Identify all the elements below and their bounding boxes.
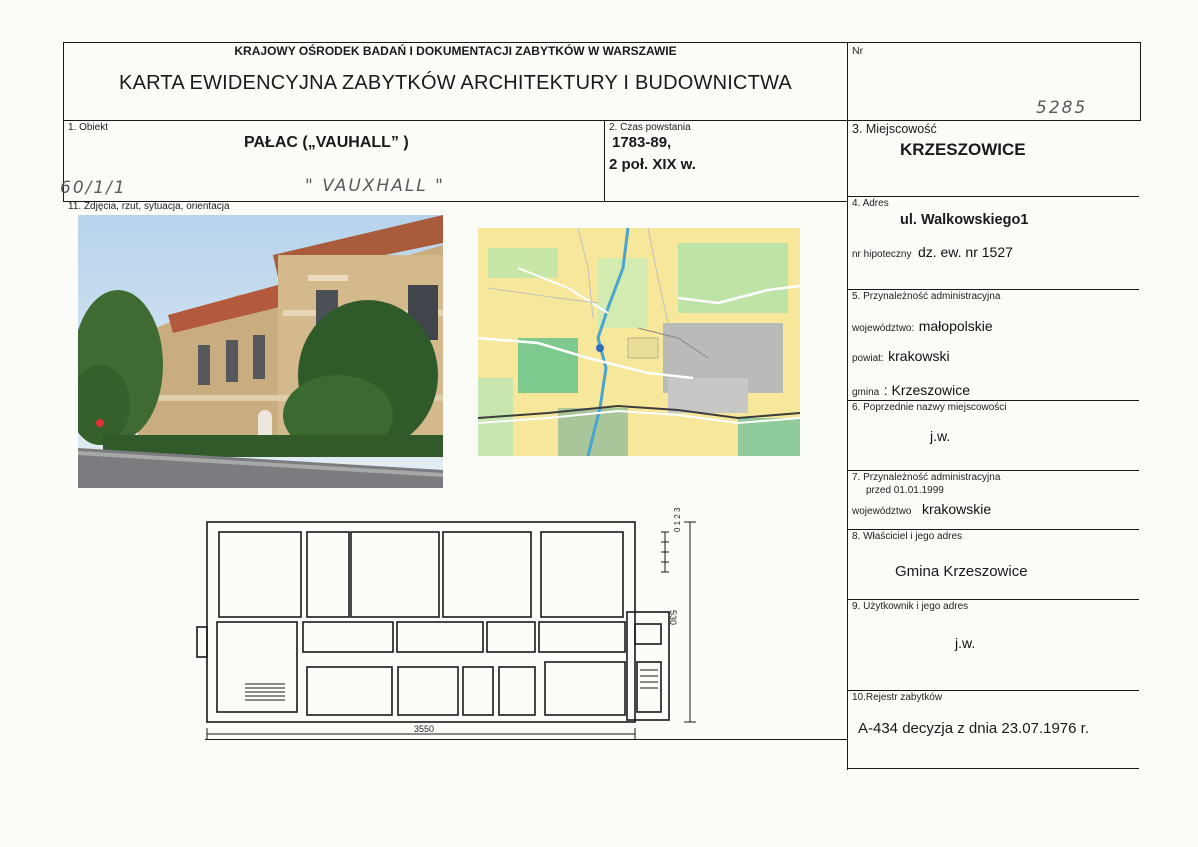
uzytkownik-label: 9. Użytkownik i jego adres — [852, 601, 969, 612]
sep-poprz — [847, 400, 1139, 401]
przed1999-sub: przed 01.01.1999 — [866, 485, 944, 496]
plan-dim-height: 530 — [668, 610, 678, 626]
sep-adres — [847, 196, 1139, 197]
powiat-value: krakowski — [888, 348, 950, 364]
przed1999-label: 7. Przynależność administracyjna — [852, 472, 1001, 483]
floor-plan — [195, 512, 705, 744]
obiekt-correction-handwritten: " VAUXHALL " — [305, 176, 445, 196]
sep-przed — [847, 470, 1139, 471]
nr-box — [847, 42, 1141, 121]
sep-rejestr — [847, 690, 1139, 691]
wojewodztwo-label: województwo: — [852, 323, 915, 334]
palace-photo — [78, 215, 443, 488]
wlasciciel-value: Gmina Krzeszowice — [895, 563, 1028, 580]
wojewodztwo-value: małopolskie — [918, 318, 993, 334]
gmina-label: gmina — [852, 387, 880, 398]
nr-label: Nr — [852, 45, 864, 57]
czas-line2: 2 poł. XIX w. — [609, 156, 696, 173]
hipoteka-label: nr hipoteczny — [852, 249, 912, 260]
powiat-line — [852, 348, 950, 366]
wojewodztwo-line — [852, 318, 993, 336]
col-divider — [604, 120, 605, 202]
czas-line1: 1783-89, — [612, 134, 672, 151]
adres-label: 4. Adres — [852, 198, 889, 209]
przed1999-woj-label: województwo — [852, 506, 912, 517]
hipoteka-line — [852, 244, 1013, 262]
sep-przyn — [847, 289, 1139, 290]
miejscowosc-label: 3. Miejscowość — [852, 122, 937, 136]
hipoteka-value: dz. ew. nr 1527 — [917, 244, 1013, 260]
miejscowosc-value: KRZESZOWICE — [900, 140, 1026, 159]
zdjecia-label: 11. Zdjęcia, rzut, sytuacja, orientacja — [68, 201, 230, 212]
obiekt-label: 1. Obiekt — [68, 122, 109, 133]
wlasciciel-label: 8. Właściciel i jego adres — [852, 531, 963, 542]
rejestr-label: 10.Rejestr zabytków — [852, 692, 943, 703]
powiat-label: powiat: — [852, 353, 884, 364]
sep-end — [847, 768, 1139, 769]
sep-uzytk — [847, 599, 1139, 600]
adres-value: ul. Walkowskiego1 — [900, 212, 1029, 228]
gmina-line — [852, 382, 970, 400]
right-col-line — [847, 120, 848, 770]
poprzednie-label: 6. Poprzednie nazwy miejscowości — [852, 402, 1007, 413]
institution-name: KRAJOWY OŚRODEK BADAŃ I DOKUMENTACJI ZABYTKÓW W WARSZAWIE — [234, 44, 677, 58]
czas-label: 2. Czas powstania — [609, 122, 691, 133]
location-map — [478, 228, 800, 456]
poprzednie-value: j.w. — [930, 428, 951, 444]
rejestr-value: A-434 decyzja z dnia 23.07.1976 r. — [858, 720, 1089, 737]
sep-wlasc — [847, 529, 1139, 530]
row-divider — [63, 120, 1141, 121]
przed1999-woj-value: krakowskie — [921, 501, 992, 517]
obiekt-code-handwritten: 60/1/1 — [60, 178, 127, 198]
plan-dim-width: 3550 — [414, 724, 435, 734]
plan-scale: 0 1 2 3 — [673, 507, 682, 532]
obiekt-value: PAŁAC („VAUHALL” ) — [244, 134, 409, 151]
uzytkownik-value: j.w. — [955, 635, 976, 651]
gmina-value: : Krzeszowice — [883, 382, 971, 398]
card-title: KARTA EWIDENCYJNA ZABYTKÓW ARCHITEKTURY I BUDOWNICTWA — [119, 72, 792, 94]
nr-handwritten: 5285 — [1036, 98, 1088, 118]
przed1999-woj-line — [852, 501, 991, 519]
przynaleznosc-label: 5. Przynależność administracyjna — [852, 291, 1001, 302]
